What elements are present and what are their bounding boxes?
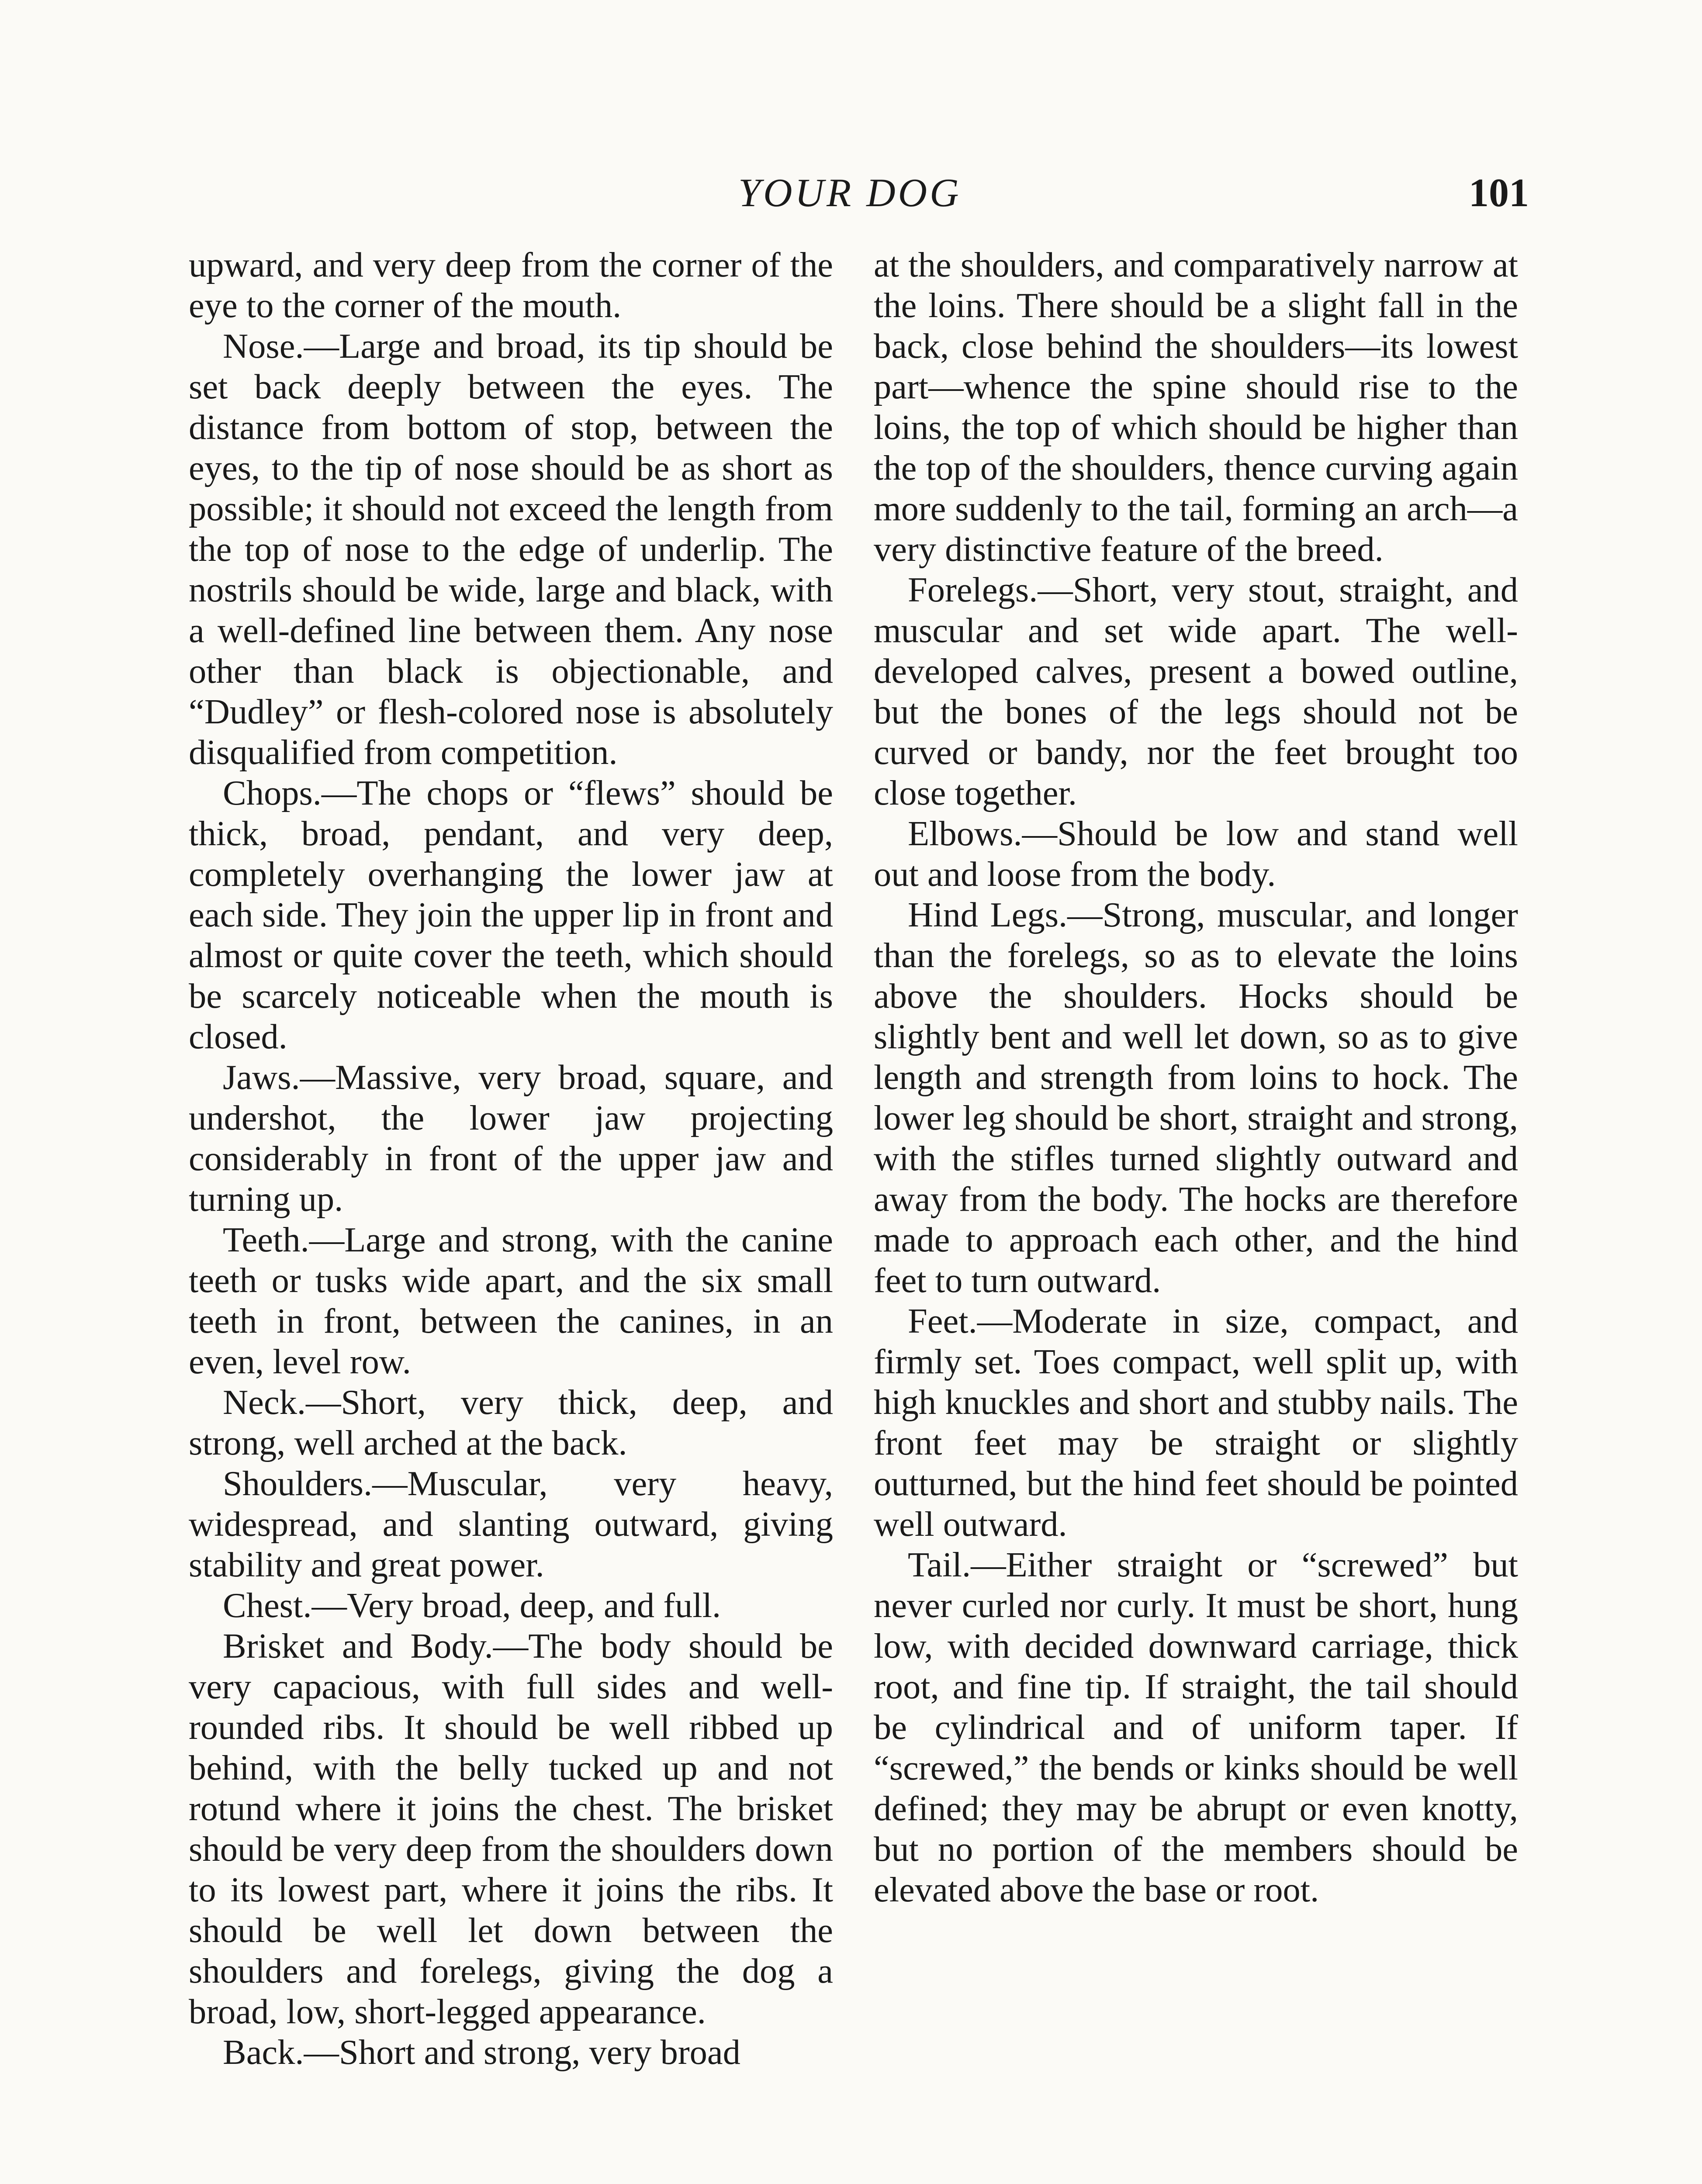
paragraph-back: Back.—Short and strong, very broad [223,2033,740,2072]
running-title: YOUR DOG [738,170,962,215]
left-column [189,245,833,2073]
paragraph-shoulders: Shoulders.—Muscular, very heavy, widespread, and slanting outward, giving stability and great power. [189,1464,833,1584]
paragraph-back-continued: at the shoulders, and comparatively narrow at the loins. There should be a slight fall in the back, close behind the shoulders—its lowest part—whence the spine should rise to the loins, the top of which should be higher than the top of the shoulders, thence curving again more suddenly to the tail, forming an arch—a very distinctive feature of the breed. [874,245,1518,569]
running-head [0,169,1702,222]
page-number: 101 [1469,170,1529,215]
paragraph-feet: Feet.—Moderate in size, compact, and firmly set. Toes compact, well split up, with high knuckles and short and stubby nails. The front feet may be straight or slightly outturned, but the hind feet should be pointed well outward. [874,1302,1518,1544]
paragraph-tail: Tail.—Either straight or “screwed” but never curled nor curly. It must be short, hung low, with decided downward carriage, thick root, and fine tip. If straight, the tail should be cylindrical and of uniform taper. If “screwed,” the bends or kinks should be well defined; they may be abrupt or even knotty, but no portion of the members should be elevated above the base or root. [874,1545,1518,1909]
paragraph-nose: Nose.—Large and broad, its tip should be set back deeply between the eyes. The distance from bottom of stop, between the eyes, to the tip of nose should be as short as possible; it should not exceed the length from the top of nose to the edge of underlip. The nostrils should be wide, large and black, with a well-defined line between them. Any nose other than black is objectionable, and “Dudley” or flesh-colored nose is absolutely disqualified from competition. [189,327,833,772]
paragraph-teeth: Teeth.—Large and strong, with the canine teeth or tusks wide apart, and the six small teeth in front, between the canines, in an even, level row. [189,1220,833,1381]
paragraph-forelegs: Forelegs.—Short, very stout, straight, and muscular and set wide apart. The well-developed calves, present a bowed outline, but the bones of the legs should not be curved or bandy, nor the feet brought too close together. [874,570,1518,812]
paragraph-hind-legs: Hind Legs.—Strong, muscular, and longer than the forelegs, so as to elevate the loins above the shoulders. Hocks should be slightly bent and well let down, so as to give length and strength from loins to hock. The lower leg should be short, straight and strong, with the stifles turned slightly outward and away from the body. The hocks are therefore made to approach each other, and the hind feet to turn outward. [874,895,1518,1300]
paragraph-chops: Chops.—The chops or “flews” should be thick, broad, pendant, and very deep, completely overhanging the lower jaw at each side. They join the upper lip in front and almost or quite cover the teeth, which should be scarcely noticeable when the mouth is closed. [189,774,833,1056]
paragraph-jaws: Jaws.—Massive, very broad, square, and undershot, the lower jaw projecting considerably in front of the upper jaw and turning up. [189,1058,833,1219]
paragraph-elbows: Elbows.—Should be low and stand well out and loose from the body. [874,814,1518,894]
paragraph-neck: Neck.—Short, very thick, deep, and strong, well arched at the back. [189,1383,833,1462]
right-column [874,245,1518,1910]
paragraph-chest: Chest.—Very broad, deep, and full. [223,1586,721,1625]
paragraph-brisket-body: Brisket and Body.—The body should be very capacious, with full sides and well-rounded ribs. It should be well ribbed up behind, with the belly tucked up and not rotund where it joins the chest. The brisket should be very deep from the shoulders down to its lowest part, where it joins the ribs. It should be well let down between the shoulders and forelegs, giving the dog a broad, low, short-legged appearance. [189,1627,833,2031]
paragraph-continuation: upward, and very deep from the corner of the eye to the corner of the mouth. [189,245,833,325]
